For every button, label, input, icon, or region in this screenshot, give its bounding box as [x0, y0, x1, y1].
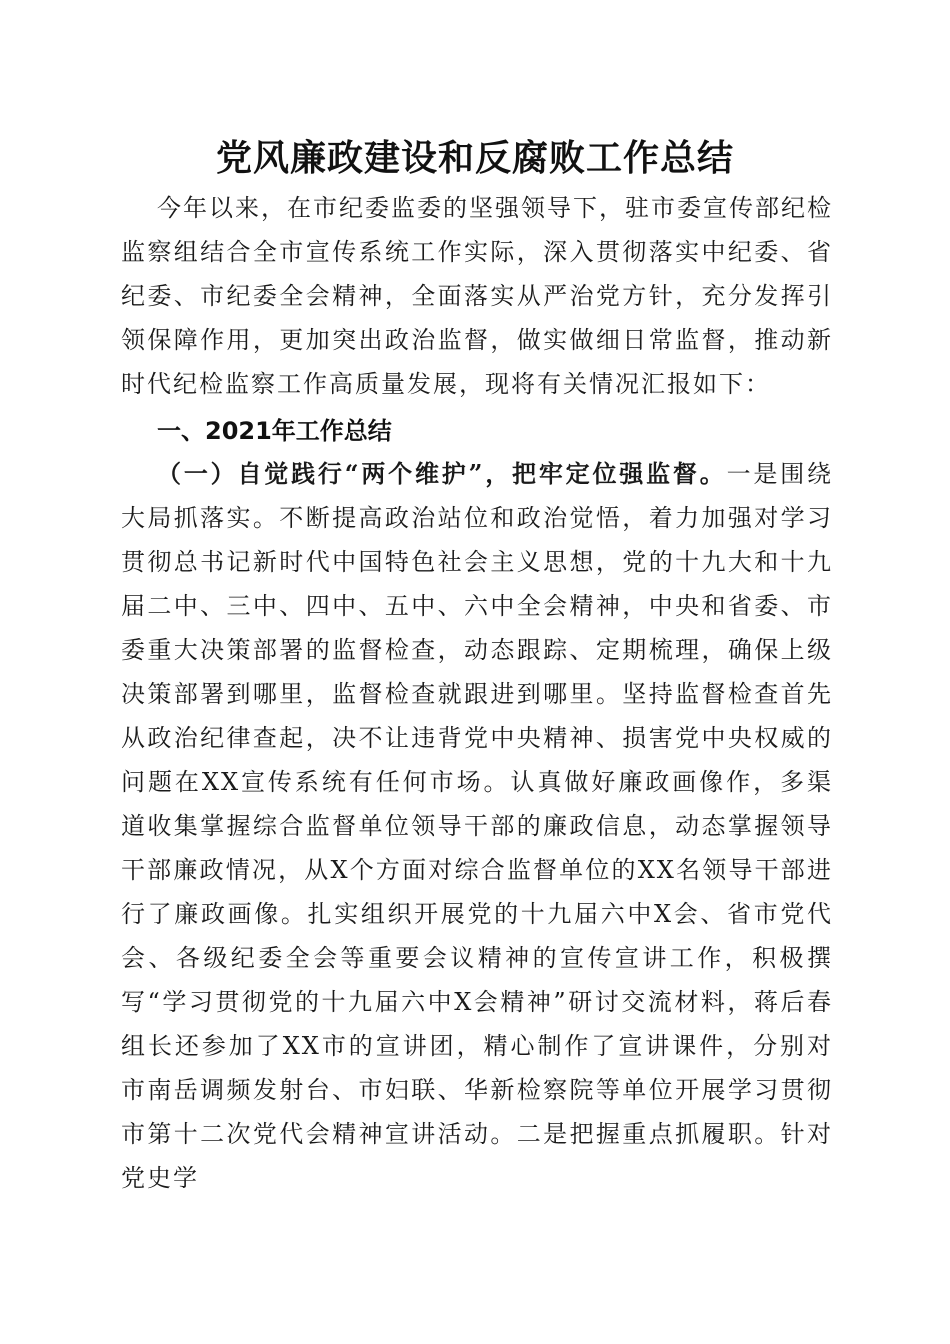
subsection-heading: （一）自觉践行“两个维护”，把牢定位强监督。: [157, 459, 727, 488]
subsection-paragraph: [121, 452, 833, 1200]
intro-paragraph: 今年以来，在市纪委监委的坚强领导下，驻市委宣传部纪检监察组结合全市宣传系统工作实际，深入贯彻落实中纪委、省纪委、市纪委全会精神，全面落实从严治党方针，充分发挥引领保障作用，更加突出政治监督，做实做细日常监督，推动新时代纪检监察工作高质量发展，现将有关情况汇报如下：: [121, 194, 833, 398]
subsection-body: 一是围绕大局抓落实。不断提高政治站位和政治觉悟，着力加强对学习贯彻总书记新时代中国特色社会主义思想，党的十九大和十九届二中、三中、四中、五中、六中全会精神，中央和省委、市委重大决策部署的监督检查，动态跟踪、定期梳理，确保上级决策部署到哪里，监督检查就跟进到哪里。坚持监督检查首先从政治纪律查起，决不让违背党中央精神、损害党中央权威的问题在XX宣传系统有任何市场。认真做好廉政画像作，多渠道收集掌握综合监督单位领导干部的廉政信息，动态掌握领导干部廉政情况，从X个方面对综合监督单位的XX名领导干部进行了廉政画像。扎实组织开展党的十九届六中X会、省市党代会、各级纪委全会等重要会议精神的宣传宣讲工作，积极撰写“学习贯彻党的十九届六中X会精神”研讨交流材料，蒋后春组长还参加了XX市的宣讲团，精心制作了宣讲课件，分别对市南岳调频发射台、市妇联、华新检察院等单位开展学习贯彻市第十二次党代会精神宣讲活动。二是把握重点抓履职。针对党史学: [121, 460, 834, 1192]
document-title: 党风廉政建设和反腐败工作总结: [215, 137, 734, 179]
section-heading: 一、2021年工作总结: [157, 417, 392, 445]
